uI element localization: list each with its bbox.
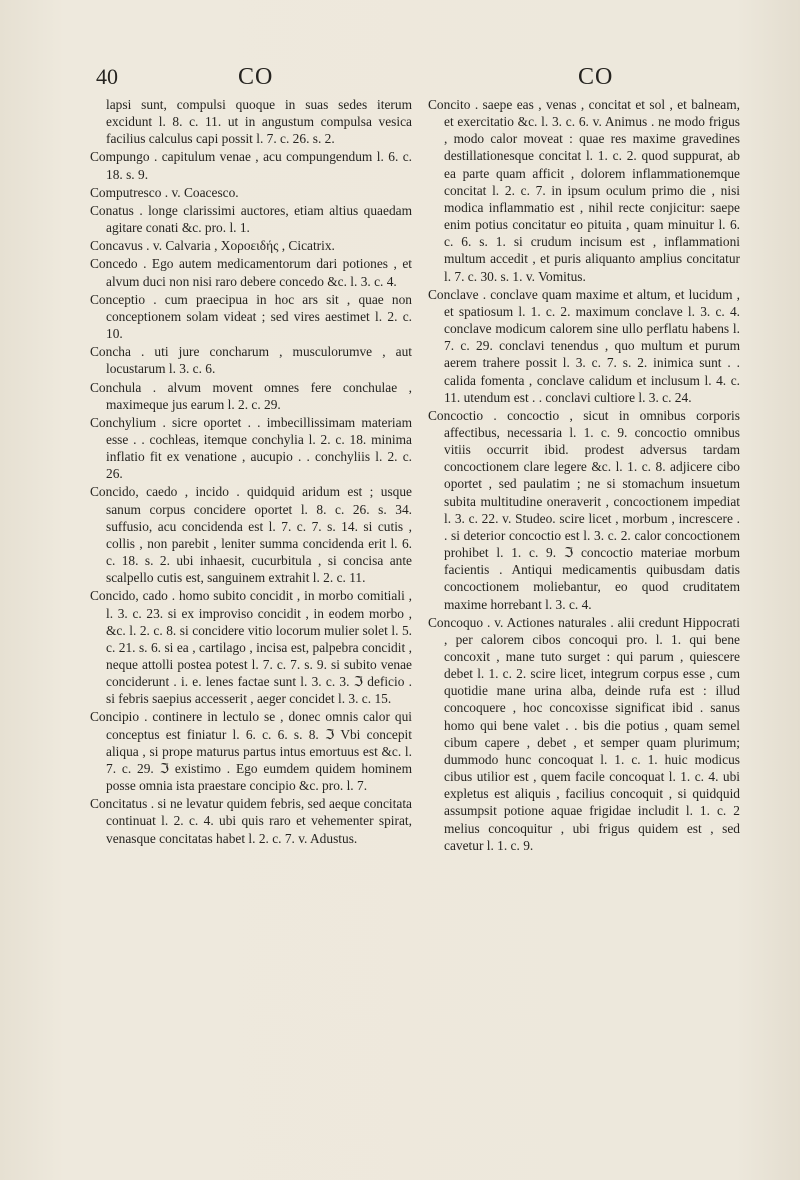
entry-headword: Conclave (428, 286, 479, 302)
entry-text: lapsi sunt, compulsi quoque in suas sedes iterum excidunt l. 8. c. 11. ut in angustum compulsa vesica facilius calculus capi possit l. 7. c. 26. s. 2. (106, 97, 412, 147)
entry-text: . saepe eas , venas , concitat et sol , et balneam, et exercitatio &c. l. 3. c. 6. v. Animus . ne modo frigus , modo calor moveat : quae res maxime gravedines destillationesque concitat l. 1. c. 2. quod suppurat, ab ea parte quam afficit , dolorem inflammationemque concitat l. 2. c. 7. in ipsum oculum primo die , nisi modica inflammatio est , nihil recte conjicitur: saepe enim potius concitatur eo pituita , quam minuitur l. 6. c. 6. s. 1. si crudum incisum est , inflammationi multum accedit , et puris aliquanto amplius concitatur l. 7. c. 30. s. 1. v. Vomitus. (444, 97, 740, 284)
entry-text: , cado . homo subito concidit , in morbo comitiali , l. 3. c. 23. si ex improviso concidit , in eodem morbo , &c. l. 2. c. 8. si concidere vitio locorum mulier solet l. 5. c. 21. s. 6. si ea , cartilago , incisa est, palpebra concidit , neque attolli postea potest l. 7. c. 7. s. 9. si subito venae conciderunt . i. e. lenes factae sunt l. 3. c. 3. ℑ deficio . si febris saepius accesserit , aeger concidet l. 3. c. 15. (106, 588, 412, 707)
entry-text: . concoctio , sicut in omnibus corporis affectibus, necessaria l. 1. c. 9. concoctio omnibus vitiis occurrit ibid. prodest adversus tardam concoctionem clare legere &c. l. 1. c. 8. adjicere cibo oportet , sed paulatim ; ne si stomachum insuetum subita multitudine oneraverit , concoctionem impediat l. 3. c. 22. v. Studeo. scire licet , morbum , increscere . . si deterior concoctio est l. 3. c. 2. calor concoctionem prohibet l. 1. c. 9. ℑ concoctio materiae morbum facientis . Antiqui medicamentis quibusdam datis concoctionem moliebantur, eo quod cruditatem maxime horrebant l. 3. c. 4. (444, 407, 740, 612)
entry-headword: Concito (428, 97, 471, 112)
page-number: 40 (96, 64, 118, 89)
right-running-headword: CO (578, 64, 614, 90)
entry-text: . alvum movent omnes fere conchulae , maximeque jus earum l. 2. c. 29. (106, 379, 412, 412)
dictionary-entry (428, 286, 740, 406)
entry-text: . sicre oportet . . imbecillissimam materiam esse . . cochleas, itemque conchylia l. 2. c. 18. minima inflatio fit ex venatione , aucupio . . conchyliis l. 2. c. 26. (106, 414, 412, 482)
entry-headword: Conchula (90, 379, 142, 395)
dictionary-entry (90, 255, 412, 289)
dictionary-entry (90, 795, 412, 846)
dictionary-entry (90, 148, 412, 182)
entry-headword: Concoctio (428, 407, 484, 423)
entry-headword: Concitatus (90, 796, 148, 812)
dictionary-entry (90, 291, 412, 342)
dictionary-entry (90, 587, 412, 707)
entry-headword: Conatus (90, 202, 134, 218)
entry-text: . si ne levatur quidem febris, sed aeque concitata continuat l. 2. c. 4. ubi quis raro et vehementer spirat, venasque concitatas habet l. 2. c. 7. v. Adustus. (106, 796, 412, 846)
entry-headword: Conchylium (90, 414, 157, 430)
entry-text: . continere in lectulo se , donec omnis calor qui conceptus est finiatur l. 6. c. 6. s. 8. ℑ Vbi concepit aliqua , si prope maturus partus intus emortuus est &c. l. 7. c. 29. ℑ existimo . Ego eumdem quidem hominem posse omnia ista praestare concipio &c. pro. l. 7. (106, 709, 412, 794)
entry-headword: Concipio (90, 709, 140, 725)
entry-text: . conclave quam maxime et altum, et lucidum , et spatiosum l. 1. c. 2. maximum conclave l. 3. c. 4. conclave modicum calorem sine ullo perflatu habens l. 7. c. 29. conclavi tenendus , quo multum et purum aerem trahere possit l. 3. c. 7. s. 2. inimica sunt . . calida fomenta , conclave calidum et inclusum l. 4. c. 11. utendum est . . conclavi cultiore l. 3. c. 24. (444, 286, 740, 405)
right-column (428, 96, 740, 1146)
dictionary-entry (90, 343, 412, 377)
entry-headword: Compungo (90, 149, 150, 165)
entry-headword: Concavus (90, 238, 143, 254)
dictionary-entry (90, 202, 412, 236)
dictionary-entry (90, 483, 412, 586)
dictionary-entry (428, 614, 740, 854)
entry-text: . capitulum venae , acu compungendum l. 6. c. 18. s. 9. (106, 149, 412, 182)
dictionary-entry (90, 708, 412, 794)
entry-headword: Concido (90, 484, 136, 500)
dictionary-entry (90, 379, 412, 413)
entry-text: . longe clarissimi auctores, etiam altius quaedam agitare conati &c. pro. l. 1. (106, 202, 412, 236)
dictionary-entry (90, 414, 412, 483)
entry-text: , caedo , incido . quidquid aridum est ; usque sanum corpus concidere oportet l. 8. c. 26. s. 34. suffusio, acu concidenda est l. 7. c. 7. s. 14. si cutis , collis , non parebit , leniter summa concidenda erit l. 6. c. 18. s. 2. ubi inhaesit, cucurbitula , si concisa ante scalpello cutis est, sanguinem extrahit l. 2. c. 11. (106, 484, 412, 586)
entry-headword: Concha (90, 344, 131, 360)
entry-text: . v. Calvaria , Χοροειδής , Cicatrix. (146, 238, 335, 254)
entry-headword: Concido (90, 588, 136, 604)
left-running-headword: CO (238, 64, 274, 90)
running-header (0, 62, 800, 98)
entry-text: . Ego autem medicamentorum dari potiones , et alvum duci non nisi raro debere concedo &c. l. 3. c. 4. (106, 256, 412, 289)
dictionary-entry (90, 184, 412, 201)
entry-headword: Conceptio (90, 291, 146, 307)
dictionary-entry (428, 407, 740, 613)
entry-headword: Concedo (90, 256, 138, 272)
left-column (90, 96, 412, 1146)
entry-text: . uti jure concharum , musculorumve , aut locustarum l. 3. c. 6. (106, 344, 412, 377)
entry-text: . v. Actiones naturales . alii credunt Hippocrati , per calorem cibos concoqui pro. l. 1. qui bene concoxit , mane tuto surget : qui parum , quiescere debet l. 1. c. 2. scire licet, integrum corpus esse , cum quotidie mane urina alba, deinde rufa est : illud concoquere , hoc concoxisse significat ibid . sanus homo qui bene valet . . bis die potius , quam semel cibum capere , debet , et semper quam plurimum; dummodo hunc concoquat l. 1. c. 1. huic modicus cibus utilior est , quem facile concoquat l. 1. c. 4. ubi expletus est aliquis , facilius concoquit , si quidquid assumpsit potione aquae frigidae includit l. 1. c. 2 melius concoquitur , ubi frigus quidem est , sed cavetur l. 1. c. 9. (444, 614, 740, 853)
dictionary-entry (90, 237, 412, 254)
dictionary-entry (428, 96, 740, 285)
dictionary-entry (90, 96, 412, 147)
entry-text: . cum praecipua in hoc ars sit , quae non conceptionem solam videat ; sed vires aestimet l. 2. c. 10. (106, 291, 412, 342)
entry-headword: Concoquo (428, 614, 484, 630)
entry-headword: Computresco (90, 184, 162, 200)
entry-text: . v. Coacesco. (164, 184, 239, 200)
